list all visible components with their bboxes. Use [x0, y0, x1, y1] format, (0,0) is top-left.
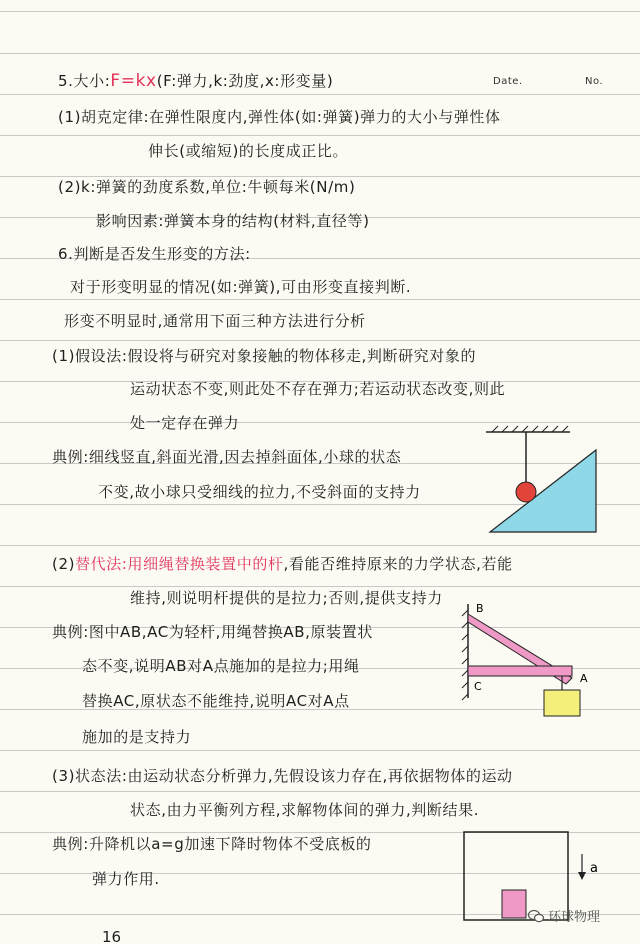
line-7: 对于形变明显的情况(如:弹簧),可由形变直接判断. — [70, 278, 412, 296]
formula-fkx: F=kx — [110, 71, 157, 91]
line-20: (3)状态法:由运动状态分析弹力,先假设该力存在,再依据物体的运动 — [52, 767, 513, 785]
line-10: 运动状态不变,则此处不存在弹力;若运动状态改变,则此 — [130, 380, 506, 398]
label-c: C — [474, 680, 482, 693]
line-1-prefix: 5.大小: — [58, 72, 111, 90]
figure-bracket — [458, 602, 608, 720]
line-14 — [52, 553, 513, 575]
line-18: 替换AC,原状态不能维持,说明AC对A点 — [82, 692, 350, 710]
label-b: B — [476, 602, 484, 615]
line-16: 典例:图中AB,AC为轻杆,用绳替换AB,原装置状 — [52, 623, 373, 641]
object-block — [502, 890, 526, 918]
page-number: 16 — [102, 928, 122, 944]
line-13: 不变,故小球只受细线的拉力,不受斜面的支持力 — [98, 483, 421, 501]
line-19: 施加的是支持力 — [82, 728, 192, 746]
no-label: No. — [585, 76, 604, 87]
hanging-weight — [544, 690, 580, 716]
line-14-prefix: (2) — [52, 555, 76, 573]
line-1-suffix: (F:弹力,k:劲度,x:形变量) — [156, 72, 334, 90]
line-2: (1)胡克定律:在弹性限度内,弹性体(如:弹簧)弹力的大小与弹性体 — [58, 108, 501, 126]
line-11: 处一定存在弹力 — [130, 414, 240, 432]
line-17: 态不变,说明AB对A点施加的是拉力;用绳 — [82, 657, 360, 675]
line-14-suffix: ,看能否维持原来的力学状态,若能 — [283, 555, 513, 573]
incline-wedge — [490, 450, 596, 532]
line-9: (1)假设法:假设将与研究对象接触的物体移走,判断研究对象的 — [52, 347, 477, 365]
substitution-method-title: 替代法:用细绳替换装置中的杆 — [75, 555, 284, 573]
figure-ball-incline — [484, 426, 604, 538]
wall-hatch — [462, 610, 468, 700]
line-23: 弹力作用. — [92, 870, 160, 888]
line-21: 状态,由力平衡列方程,求解物体间的弹力,判断结果. — [130, 801, 480, 819]
line-4: (2)k:弹簧的劲度系数,单位:牛顿每米(N/m) — [58, 178, 356, 196]
ceiling-hatch — [492, 426, 568, 432]
watermark-text: 环球物理 — [548, 910, 601, 925]
watermark — [528, 906, 600, 925]
line-12: 典例:细线竖直,斜面光滑,因去掉斜面体,小球的状态 — [52, 448, 402, 466]
line-6: 6.判断是否发生形变的方法: — [58, 245, 251, 263]
line-22: 典例:升降机以a=g加速下降时物体不受底板的 — [52, 835, 372, 853]
wechat-icon — [528, 909, 544, 923]
label-acceleration: a — [590, 861, 598, 876]
line-1 — [58, 70, 333, 92]
line-5: 影响因素:弹簧本身的结构(材料,直径等) — [96, 212, 370, 230]
line-3: 伸长(或缩短)的长度成正比。 — [148, 142, 349, 160]
acceleration-arrow-head — [578, 872, 586, 880]
label-a: A — [580, 672, 588, 685]
rod-ac — [468, 666, 572, 676]
ball — [516, 482, 536, 502]
line-8: 形变不明显时,通常用下面三种方法进行分析 — [64, 312, 366, 330]
date-label: Date. — [493, 76, 523, 87]
line-15: 维持,则说明杆提供的是拉力;否则,提供支持力 — [130, 589, 443, 607]
